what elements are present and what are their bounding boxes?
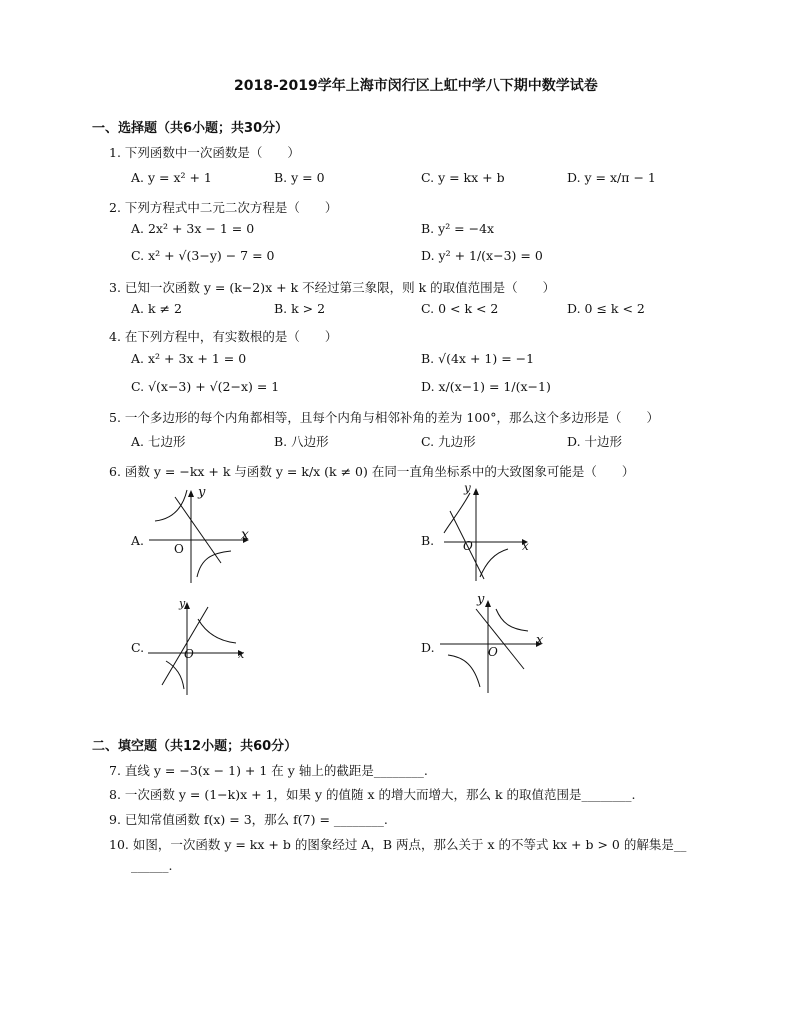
question-stem-continued: ______. [131, 858, 173, 873]
question-stem: 6. 函数 y = −kx + k 与函数 y = k/x (k ≠ 0) 在同一直角坐标系中的大致图象可能是（ ） [109, 464, 635, 479]
option-c: C. x² + √(3−y) − 7 = 0 [131, 248, 275, 263]
option-d: D. 0 ≤ k < 2 [567, 301, 645, 316]
option-c: C. y = kx + b [421, 170, 505, 185]
option-c: C. [131, 640, 145, 655]
origin-label: O [174, 542, 184, 556]
question-stem: 9. 已知常值函数 f(x) = 3，那么 f(7) = ________. [109, 812, 388, 827]
option-d: D. 十边形 [567, 434, 623, 449]
x-axis-label: x [522, 539, 529, 553]
option-b: B. y² = −4x [421, 221, 495, 236]
page-title: 2018-2019学年上海市闵行区上虹中学八下期中数学试卷 [234, 78, 598, 94]
option-b: B. y = 0 [274, 170, 325, 185]
x-axis-label: x [536, 633, 544, 648]
option-c: C. 九边形 [421, 434, 476, 449]
option-a: A. x² + 3x + 1 = 0 [131, 351, 247, 366]
question-stem: 10. 如图，一次函数 y = kx + b 的图象经过 A，B 两点，那么关于 x 的不等式 kx + b > 0 的解集是__ [109, 837, 687, 852]
graph-option-d [436, 592, 546, 698]
option-a: A. y = x² + 1 [131, 170, 212, 185]
graph-option-a [145, 485, 255, 588]
y-axis-label: y [464, 481, 471, 495]
option-d: D. y² + 1/(x−3) = 0 [421, 248, 543, 263]
section-heading-fill: 二、填空题（共12小题；共60分） [92, 739, 298, 754]
section-heading-choice: 一、选择题（共6小题；共30分） [92, 121, 289, 136]
option-b: B. 八边形 [274, 434, 329, 449]
x-axis-label: x [241, 527, 249, 543]
question-stem: 7. 直线 y = −3(x − 1) + 1 在 y 轴上的截距是________. [109, 763, 428, 778]
question-stem: 2. 下列方程式中二元二次方程是（ ） [109, 200, 338, 215]
question-stem: 5. 一个多边形的每个内角都相等，且每个内角与相邻补角的差为 100°，那么这个多边形是（ ） [109, 410, 659, 425]
option-c: C. √(x−3) + √(2−x) = 1 [131, 379, 280, 394]
question-stem: 1. 下列函数中一次函数是（ ） [109, 145, 300, 160]
option-a: A. k ≠ 2 [131, 301, 182, 316]
option-b: B. [421, 533, 435, 548]
origin-label: O [488, 645, 498, 659]
option-b: B. k > 2 [274, 301, 326, 316]
question-stem: 4. 在下列方程中，有实数根的是（ ） [109, 329, 338, 344]
option-a: A. [131, 533, 145, 548]
origin-label: O [463, 539, 473, 553]
option-a: A. 2x² + 3x − 1 = 0 [131, 221, 255, 236]
option-d: D. [421, 640, 435, 655]
option-d: D. y = x/π − 1 [567, 170, 656, 185]
option-a: A. 七边形 [131, 434, 186, 449]
y-axis-label: y [179, 597, 186, 610]
x-axis-label: x [238, 648, 245, 661]
y-axis-label: y [477, 592, 485, 607]
origin-label: O [184, 647, 194, 661]
graph-option-b [436, 483, 536, 586]
y-axis-label: y [198, 485, 206, 500]
option-b: B. √(4x + 1) = −1 [421, 351, 535, 366]
question-stem: 3. 已知一次函数 y = (k−2)x + k 不经过第三象限，则 k 的取值范围是（ ） [109, 280, 556, 295]
graph-option-c [146, 597, 246, 700]
option-c: C. 0 < k < 2 [421, 301, 499, 316]
option-d: D. x/(x−1) = 1/(x−1) [421, 379, 551, 394]
question-stem: 8. 一次函数 y = (1−k)x + 1，如果 y 的值随 x 的增大而增大，那么 k 的取值范围是________. [109, 787, 636, 802]
